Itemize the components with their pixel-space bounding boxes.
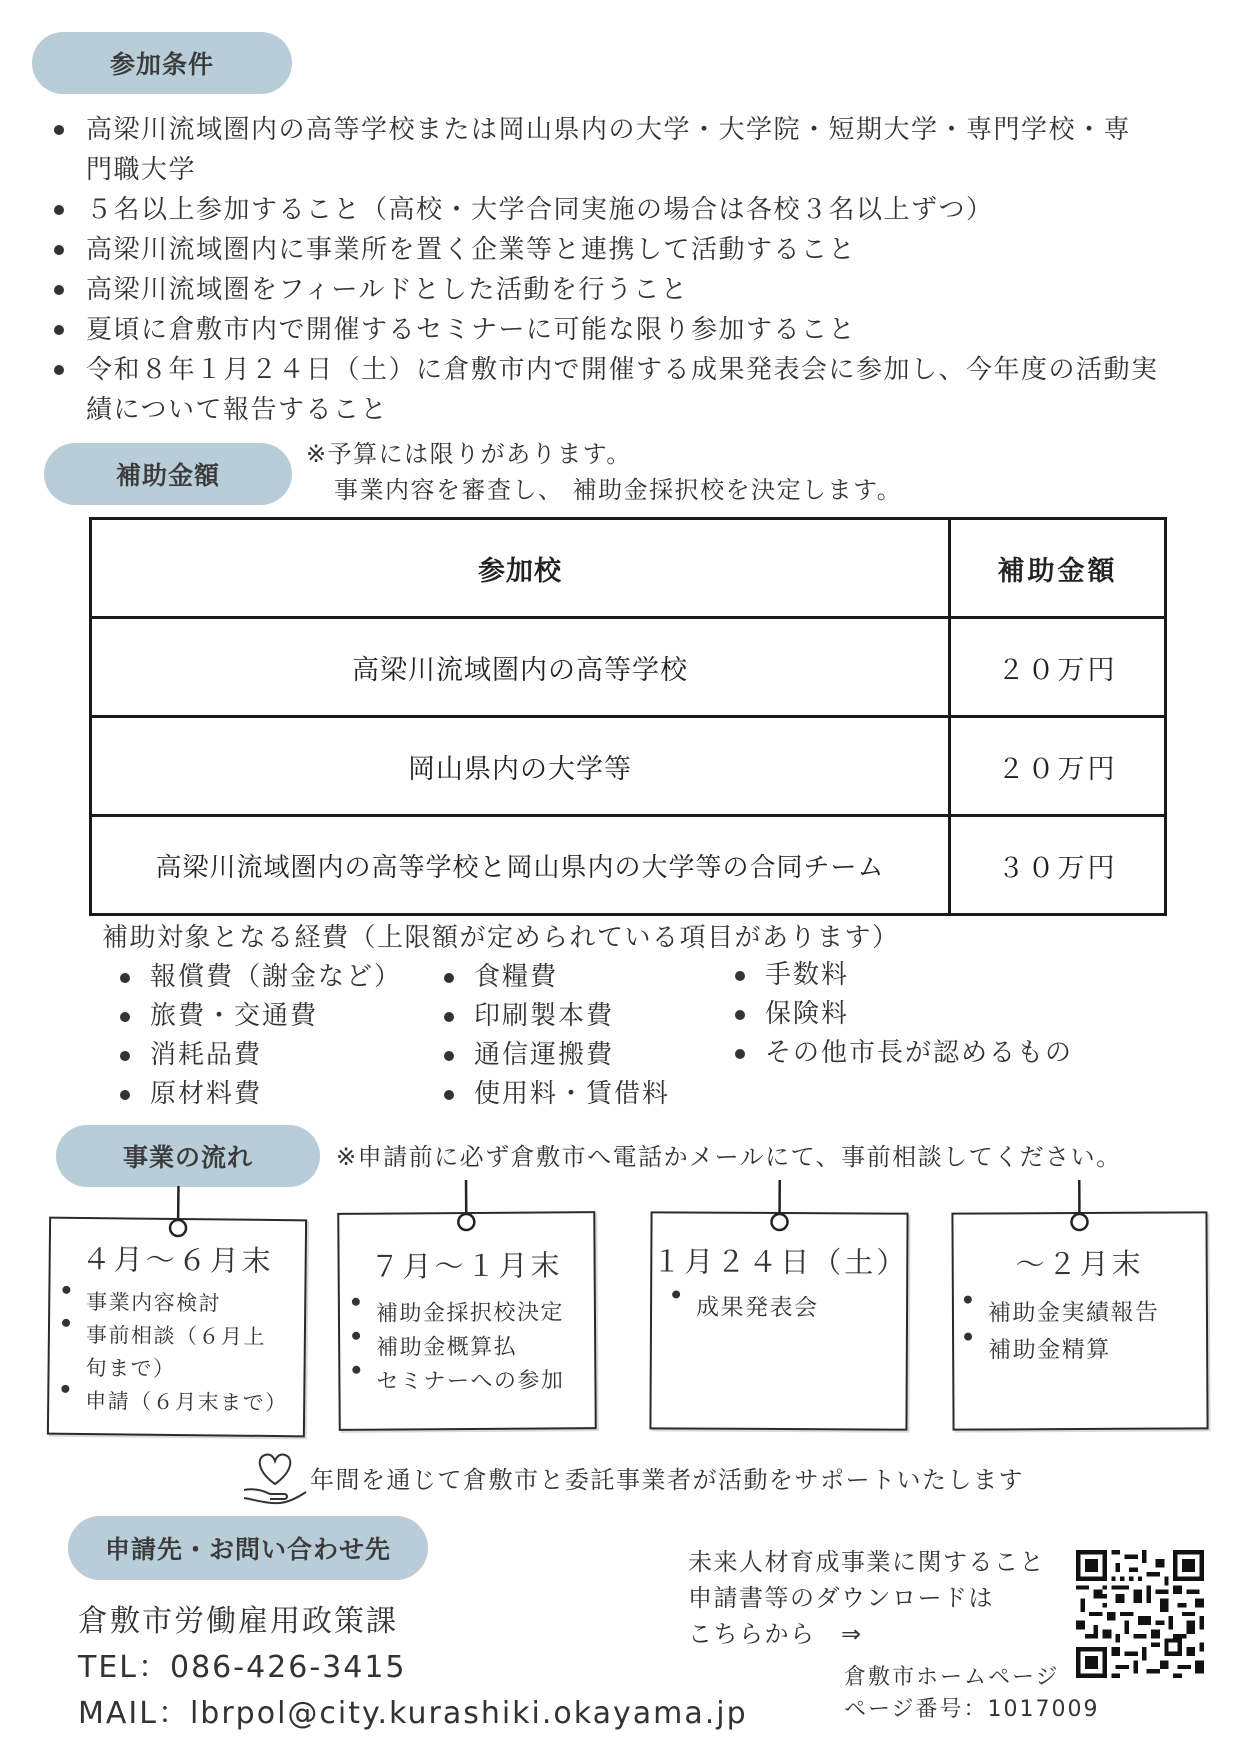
- table-header-school: 参加校: [91, 519, 950, 618]
- cost-item: 報償費（謝金など）: [116, 958, 402, 997]
- condition-item: ５名以上参加すること（高校・大学合同実施の場合は各校３名以上ずつ）: [52, 190, 1152, 230]
- table-cell-school: 高梁川流域圏内の高等学校: [91, 618, 950, 717]
- flow-step-period: １月２４日（土）: [652, 1244, 909, 1280]
- condition-item: 令和８年１月２４日（土）に倉敷市内で開催する成果発表会に参加し、今年度の活動実績について報告すること: [52, 350, 1172, 430]
- cost-item: 通信運搬費: [440, 1036, 670, 1075]
- costs-list-col3: [731, 956, 1073, 1073]
- flow-step-card: [951, 1211, 1208, 1430]
- table-cell-amount: ３０万円: [950, 816, 1166, 915]
- costs-title: 補助対象となる経費（上限額が定められている項目があります）: [102, 923, 900, 953]
- pin-icon: [456, 1178, 476, 1236]
- flow-step-card: [47, 1217, 307, 1438]
- flow-step-item: 補助金採択校決定: [346, 1296, 594, 1332]
- download-line3: こちらから ⇒: [688, 1620, 863, 1648]
- cost-item: 旅費・交通費: [116, 997, 402, 1036]
- flow-step-item: 事前相談（６月上旬まで）: [55, 1319, 271, 1387]
- table-row: [91, 618, 1166, 717]
- cost-item: 手数料: [731, 956, 1073, 995]
- cost-item: 印刷製本費: [440, 997, 670, 1036]
- download-line2: 申請書等のダウンロードは: [688, 1584, 994, 1612]
- heart-hand-icon: [240, 1446, 310, 1506]
- download-line1: 未来人材育成事業に関すること: [688, 1548, 1045, 1576]
- flow-step-period: 〜２月末: [1015, 1246, 1144, 1282]
- subsidy-note-line2: 事業内容を審査し、 補助金採択校を決定します。: [334, 476, 903, 504]
- flow-step-period: ４月〜６月末: [81, 1241, 274, 1279]
- flow-step-item: 事業内容検討: [56, 1286, 304, 1322]
- costs-list-col2: [440, 958, 670, 1114]
- cost-item: 原材料費: [116, 1075, 402, 1114]
- homepage-line1: 倉敷市ホームページ: [844, 1665, 1060, 1690]
- table-cell-school: 高梁川流域圏内の高等学校と岡山県内の大学等の合同チーム: [91, 816, 950, 915]
- condition-item: 高梁川流域圏内の高等学校または岡山県内の大学・大学院・短期大学・専門学校・専門職大学: [52, 110, 1142, 190]
- pin-icon: [769, 1178, 789, 1236]
- table-row: [91, 717, 1166, 816]
- cost-item: その他市長が認めるもの: [731, 1034, 1073, 1073]
- flow-step-item: 申請（６月末まで）: [55, 1385, 303, 1421]
- cost-item: 食糧費: [440, 958, 670, 997]
- flow-step-item: 成果発表会: [666, 1290, 906, 1325]
- table-cell-amount: ２０万円: [950, 618, 1166, 717]
- flow-step-item: 補助金精算: [958, 1331, 1206, 1369]
- cost-item: 使用料・賃借料: [440, 1075, 670, 1114]
- flow-step-period: ７月〜１月末: [370, 1248, 563, 1284]
- flow-step-item: 補助金概算払: [346, 1330, 594, 1366]
- flow-note: ※申請前に必ず倉敷市へ電話かメールにて、事前相談してください。: [336, 1143, 1122, 1171]
- condition-item: 高梁川流域圏内に事業所を置く企業等と連携して活動すること: [52, 230, 1152, 270]
- table-row: [91, 816, 1166, 915]
- condition-item: 高梁川流域圏をフィールドとした活動を行うこと: [52, 270, 1152, 310]
- flow-heading: 事業の流れ: [56, 1125, 320, 1187]
- pin-icon: [1069, 1178, 1089, 1236]
- qr-code-icon[interactable]: [1076, 1550, 1204, 1678]
- flow-step-card: [649, 1211, 908, 1430]
- flow-step-item: セミナーへの参加: [346, 1364, 594, 1400]
- table-header-row: [91, 519, 1166, 618]
- contact-tel: TEL：086-426-3415: [78, 1650, 407, 1685]
- support-text: 年間を通じて倉敷市と委託事業者が活動をサポートいたします: [310, 1466, 1024, 1494]
- flow-step-card: [337, 1211, 597, 1431]
- table-cell-amount: ２０万円: [950, 717, 1166, 816]
- conditions-list: [52, 110, 1159, 430]
- costs-list-col1: [116, 958, 402, 1114]
- subsidy-heading: 補助金額: [44, 443, 292, 505]
- cost-item: 保険料: [731, 995, 1073, 1034]
- contact-office: 倉敷市労働雇用政策課: [78, 1604, 398, 1639]
- conditions-heading: 参加条件: [32, 32, 292, 94]
- contact-mail[interactable]: MAIL：lbrpol@city.kurashiki.okayama.jp: [78, 1696, 748, 1731]
- table-cell-school: 岡山県内の大学等: [91, 717, 950, 816]
- subsidy-note-line1: ※予算には限りがあります。: [306, 440, 632, 468]
- homepage-line2: ページ番号：1017009: [844, 1697, 1100, 1722]
- cost-item: 消耗品費: [116, 1036, 402, 1075]
- subsidy-table: [89, 517, 1167, 916]
- contact-heading: 申請先・お問い合わせ先: [68, 1516, 428, 1580]
- flow-step-item: 補助金実績報告: [958, 1294, 1206, 1332]
- condition-item: 夏頃に倉敷市内で開催するセミナーに可能な限り参加すること: [52, 310, 1152, 350]
- table-header-amount: 補助金額: [950, 519, 1166, 618]
- pin-icon: [168, 1184, 189, 1242]
